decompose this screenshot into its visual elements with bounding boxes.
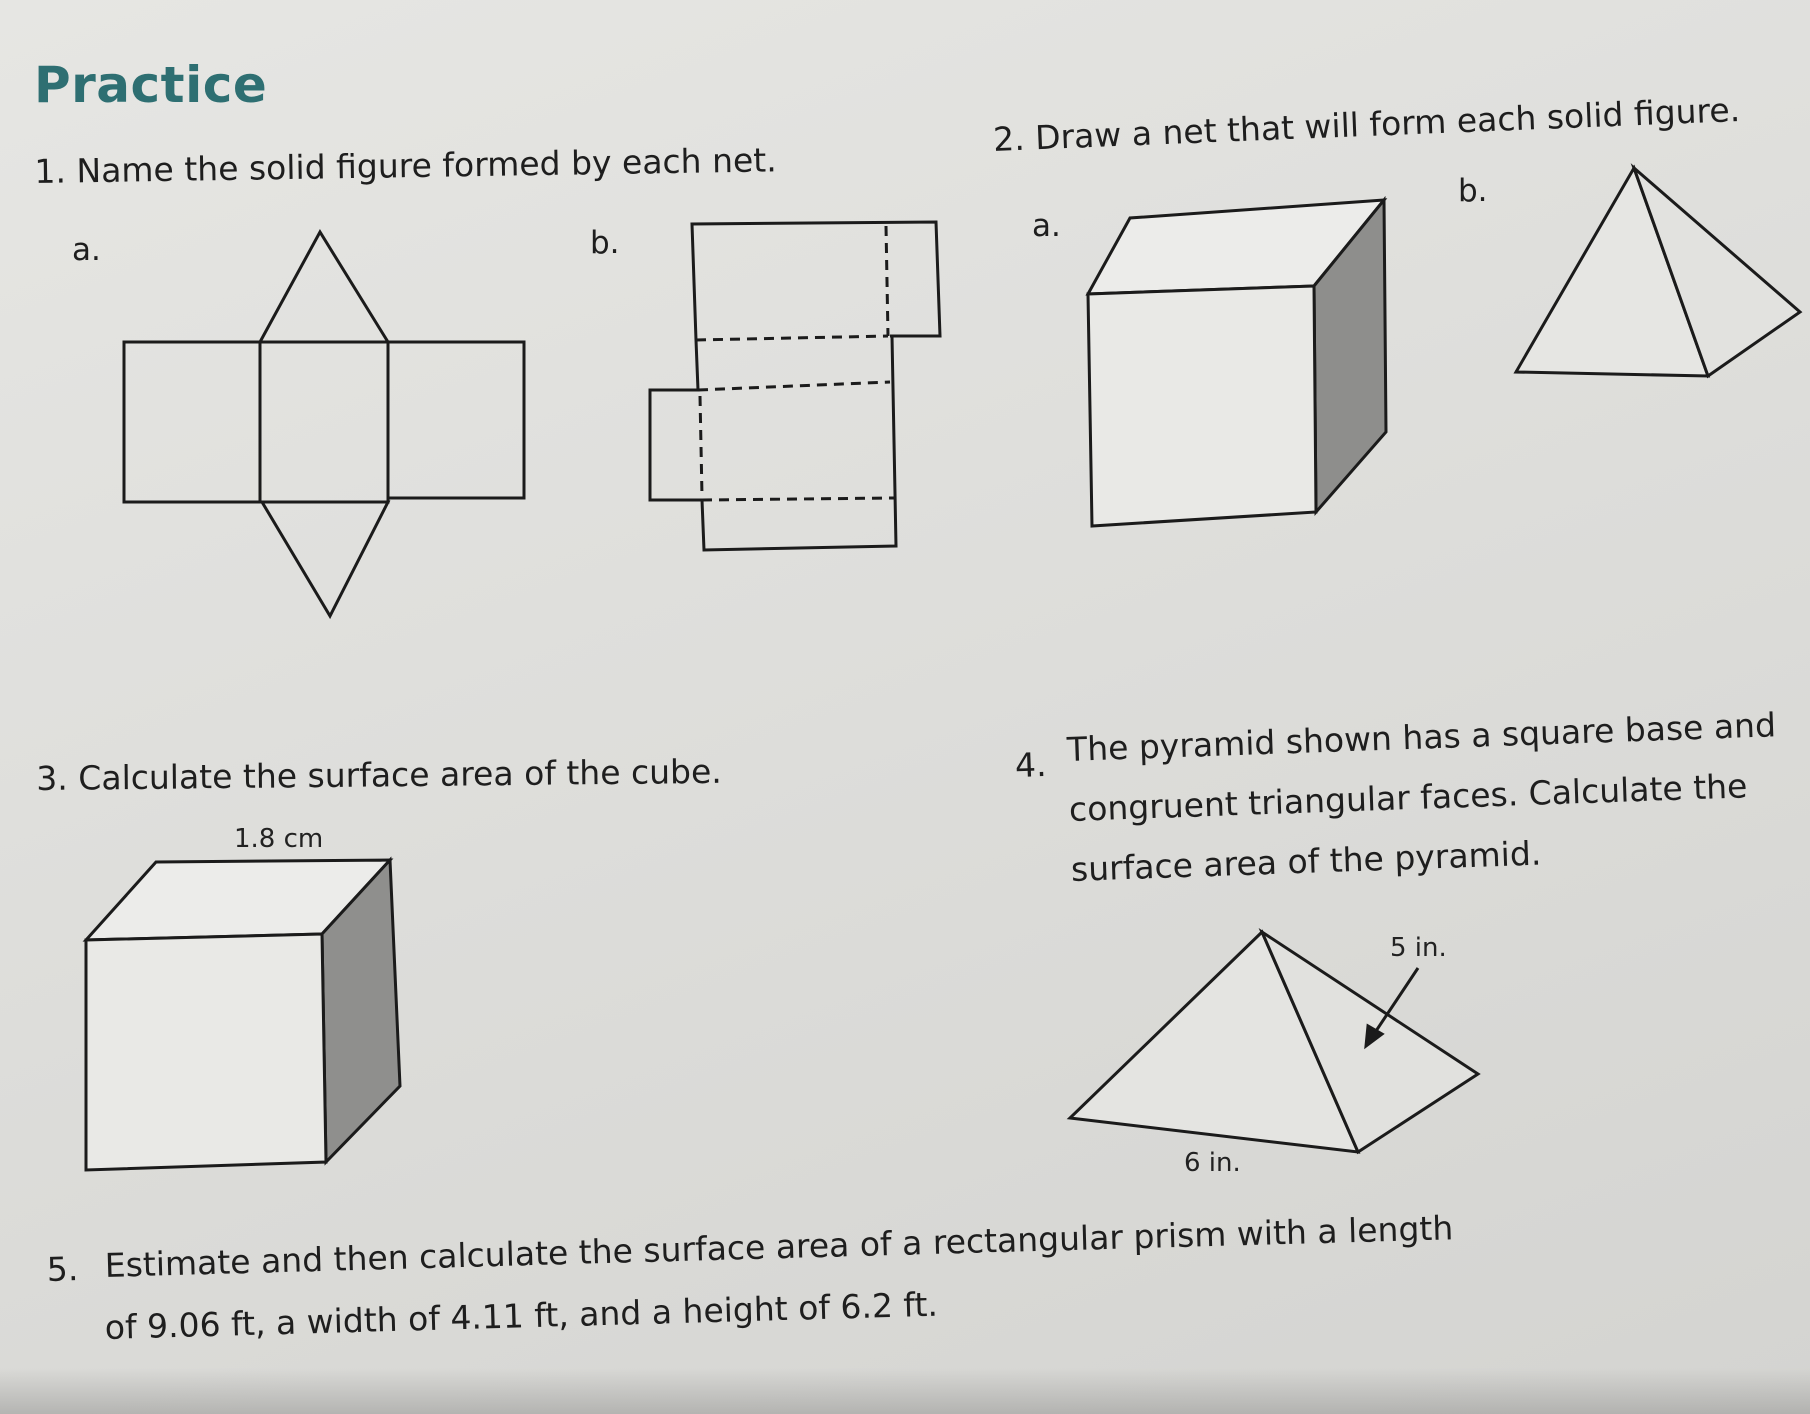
rectangular-prism-net <box>650 222 940 550</box>
problem-2-number: 2. <box>992 118 1026 159</box>
problem-2-text: Draw a net that will form each solid figure. <box>1034 89 1741 158</box>
net-1a-face-left <box>124 342 260 502</box>
net-1a-triangle-top <box>260 232 388 342</box>
problem-5-number: 5. <box>46 1249 79 1289</box>
net-1b-fold-side <box>700 396 702 496</box>
problem-3-text: Calculate the surface area of the cube. <box>78 751 723 798</box>
problem-4-line-3: surface area of the pyramid. <box>1070 833 1542 889</box>
problem-3-number: 3. <box>36 758 69 798</box>
problem-5-line-2: of 9.06 ft, a width of 4.11 ft, and a height of 6.2 ft. <box>104 1284 939 1347</box>
cube-edge-label: 1.8 cm <box>234 824 324 854</box>
problem-1b-label: b. <box>590 225 620 261</box>
section-title: Practice <box>34 56 268 114</box>
problem-5-line-1: Estimate and then calculate the surface area of a rectangular prism with a length <box>104 1208 1454 1285</box>
square-pyramid-2b <box>1516 168 1800 376</box>
net-1b-top-outline <box>692 222 940 340</box>
triangular-prism-net <box>124 232 524 616</box>
pyramid-slant-label: 5 in. <box>1390 933 1447 963</box>
cube-3-front-face <box>86 934 326 1170</box>
problem-1-number: 1. <box>34 151 67 191</box>
cube-2a <box>1088 200 1386 526</box>
problem-2b-label: b. <box>1458 173 1488 209</box>
net-1a-face-right <box>388 342 524 498</box>
problem-4-line-1: The pyramid shown has a square base and <box>1066 705 1777 769</box>
net-1b-fold-top <box>886 226 888 336</box>
page-edge-shadow <box>0 1368 1810 1414</box>
cube-3 <box>86 860 400 1170</box>
net-1b-fold-2 <box>698 382 890 390</box>
net-1b-lower-outline <box>650 336 896 550</box>
problem-4-line-2: congruent triangular faces. Calculate the <box>1068 766 1748 829</box>
problem-2a-label: a. <box>1032 208 1061 244</box>
net-1a-face-middle <box>260 342 388 502</box>
net-1a-triangle-bottom <box>262 502 388 616</box>
square-pyramid-4 <box>1070 932 1478 1152</box>
problem-1-text: Name the solid figure formed by each net. <box>76 140 777 191</box>
problem-1a-label: a. <box>72 232 101 268</box>
net-1b-fold-1 <box>696 336 888 340</box>
problem-4-number: 4. <box>1014 744 1048 785</box>
cube-2a-front-face <box>1088 286 1316 526</box>
pyramid-base-label: 6 in. <box>1184 1148 1241 1178</box>
net-1b-fold-3 <box>702 498 894 500</box>
